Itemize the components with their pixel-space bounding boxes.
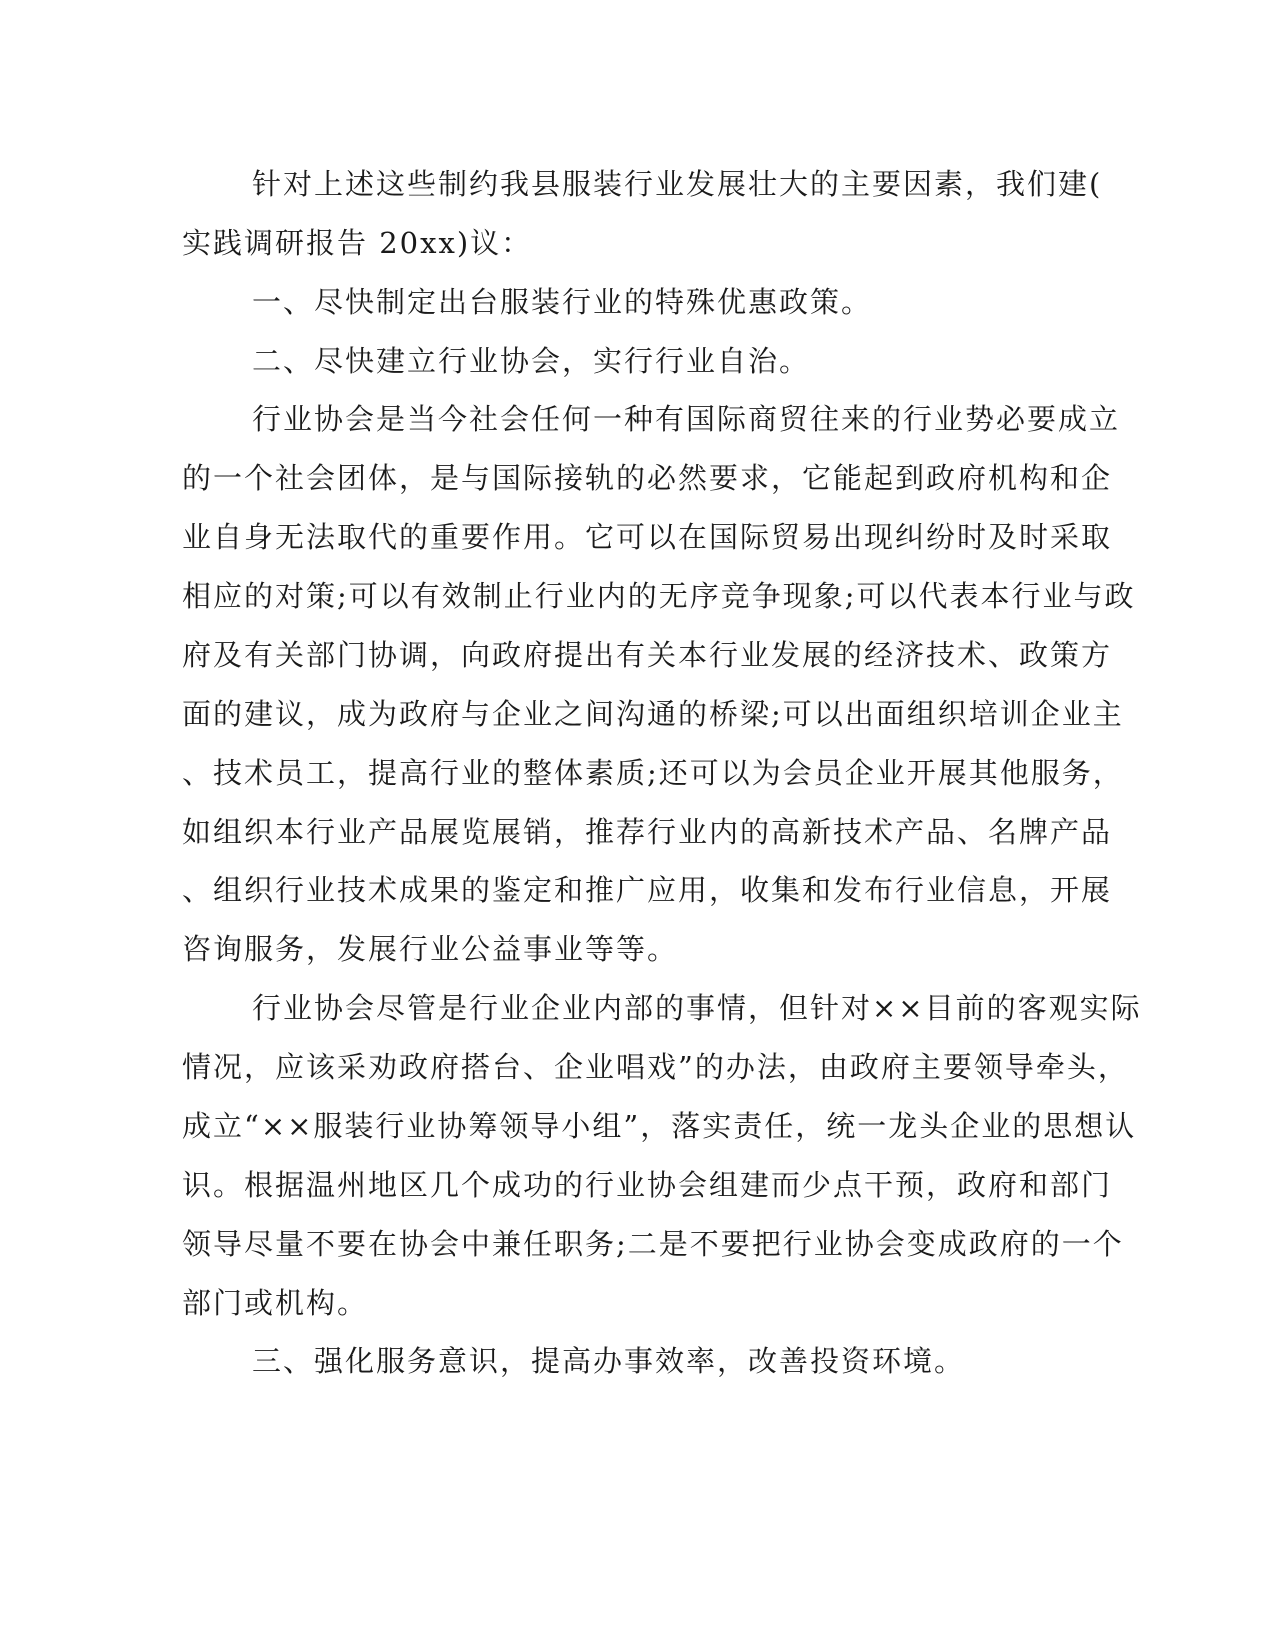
text-line: 、技术员工，提高行业的整体素质;还可以为会员企业开展其他服务， [182, 756, 1124, 790]
text-line: 咨询服务，发展行业公益事业等等。 [182, 932, 679, 966]
text-line: 实践调研报告 20xx)议： [182, 226, 533, 260]
text-line: 情况，应该采劝政府搭台、企业唱戏”的办法，由政府主要领导牵头， [182, 1050, 1129, 1084]
text-line: 行业协会是当今社会任何一种有国际商贸往来的行业势必要成立 [252, 402, 1121, 436]
text-line: 面的建议，成为政府与企业之间沟通的桥梁;可以出面组织培训企业主 [182, 697, 1124, 731]
text-line: 一、尽快制定出台服装行业的特殊优惠政策。 [252, 285, 873, 319]
text-line: 针对上述这些制约我县服装行业发展壮大的主要因素，我们建( [252, 167, 1103, 201]
text-line: 行业协会尽管是行业企业内部的事情，但针对××目前的客观实际 [252, 991, 1142, 1025]
text-line: 的一个社会团体，是与国际接轨的必然要求，它能起到政府机构和企 [182, 461, 1113, 495]
text-line: 部门或机构。 [182, 1286, 369, 1320]
text-line: 三、强化服务意识，提高办事效率，改善投资环境。 [252, 1344, 966, 1378]
text-line: 府及有关部门协调，向政府提出有关本行业发展的经济技术、政策方 [182, 638, 1113, 672]
text-line: 领导尽量不要在协会中兼任职务;二是不要把行业协会变成政府的一个 [182, 1227, 1124, 1261]
text-line: 相应的对策;可以有效制止行业内的无序竞争现象;可以代表本行业与政 [182, 579, 1136, 613]
text-line: 业自身无法取代的重要作用。它可以在国际贸易出现纠纷时及时采取 [182, 520, 1113, 554]
text-line: 识。根据温州地区几个成功的行业协会组建而少点干预，政府和部门 [182, 1168, 1113, 1202]
text-line: 成立“××服装行业协筹领导小组”，落实责任，统一龙头企业的思想认 [182, 1109, 1137, 1143]
text-line: 二、尽快建立行业协会，实行行业自治。 [252, 344, 811, 378]
text-line: 、组织行业技术成果的鉴定和推广应用，收集和发布行业信息，开展 [182, 873, 1113, 907]
text-line: 如组织本行业产品展览展销，推荐行业内的高新技术产品、名牌产品 [182, 815, 1113, 849]
